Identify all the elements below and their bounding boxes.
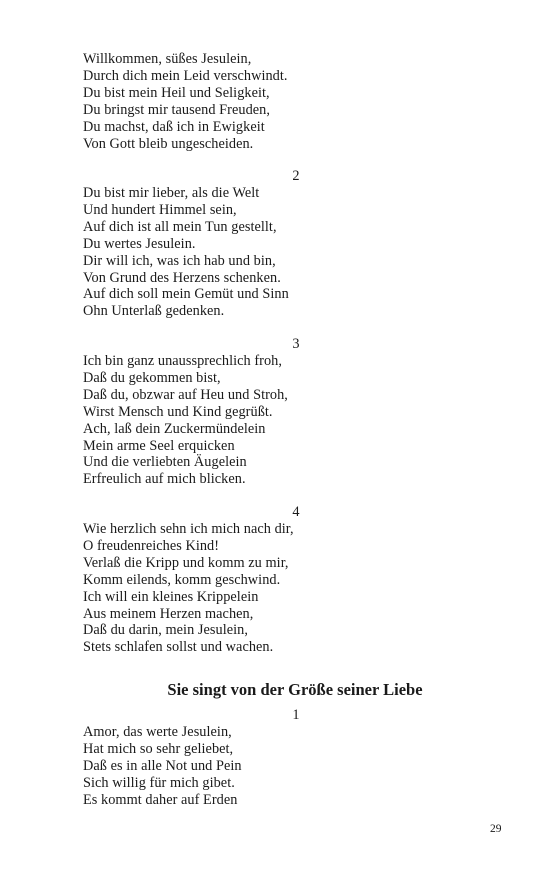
verse-line: Mein arme Seel erquicken: [83, 437, 235, 454]
verse-line: Und hundert Himmel sein,: [83, 201, 237, 218]
stanza-number: 2: [292, 168, 300, 184]
verse-line: Verlaß die Kripp und komm zu mir,: [83, 554, 289, 571]
stanza-number: 4: [292, 504, 300, 520]
stanza-2: [83, 185, 443, 320]
verse-line: Sich willig für mich gibet.: [83, 774, 235, 791]
poem2-stanza-1: [83, 724, 443, 809]
verse-line: Daß es in alle Not und Pein: [83, 757, 242, 774]
verse-line: Auf dich ist all mein Tun gestellt,: [83, 218, 277, 235]
verse-line: Aus meinem Herzen machen,: [83, 605, 254, 622]
verse-line: Du bist mir lieber, als die Welt: [83, 185, 260, 201]
stanza-4: [83, 521, 443, 656]
verse-line: Ohn Unterlaß gedenken.: [83, 303, 225, 320]
verse-line: Daß du gekommen bist,: [83, 369, 221, 386]
verse-line: Du machst, daß ich in Ewigkeit: [83, 118, 265, 135]
stanza-1: [83, 51, 443, 152]
verse-line: Von Gott bleib ungescheiden.: [83, 135, 254, 152]
verse-line: Wirst Mensch und Kind gegrüßt.: [83, 403, 273, 420]
verse-line: Daß du, obzwar auf Heu und Stroh,: [83, 386, 288, 403]
verse-line: O freudenreiches Kind!: [83, 537, 220, 554]
verse-line: Ach, laß dein Zuckermündelein: [83, 420, 266, 437]
verse-line: Du wertes Jesulein.: [83, 235, 196, 252]
verse-line: Durch dich mein Leid verschwindt.: [83, 67, 288, 84]
verse-line: Stets schlafen sollst und wachen.: [83, 639, 274, 656]
verse-line: Daß du darin, mein Jesulein,: [83, 622, 248, 639]
verse-line: Und die verliebten Äugelein: [83, 454, 247, 471]
verse-line: Ich bin ganz unaussprechlich froh,: [83, 353, 283, 369]
verse-line: Du bringst mir tausend Freuden,: [83, 101, 270, 118]
verse-line: Du bist mein Heil und Seligkeit,: [83, 84, 270, 101]
verse-line: Wie herzlich sehn ich mich nach dir,: [83, 521, 294, 537]
verse-line: Willkommen, süßes Jesulein,: [83, 51, 252, 67]
verse-line: Erfreulich auf mich blicken.: [83, 471, 246, 488]
poem-title: Sie singt von der Größe seiner Liebe: [167, 680, 423, 699]
page-number: 29: [490, 823, 502, 835]
verse-line: Von Grund des Herzens schenken.: [83, 269, 281, 286]
verse-line: Ich will ein kleines Krippelein: [83, 588, 259, 605]
stanza-number: 1: [292, 707, 300, 723]
verse-line: Amor, das werte Jesulein,: [83, 724, 232, 740]
verse-line: Komm eilends, komm geschwind.: [83, 571, 281, 588]
stanza-number: 3: [292, 336, 300, 352]
verse-line: Dir will ich, was ich hab und bin,: [83, 252, 276, 269]
verse-line: Es kommt daher auf Erden: [83, 791, 238, 808]
verse-line: Hat mich so sehr geliebet,: [83, 740, 234, 757]
verse-line: Auf dich soll mein Gemüt und Sinn: [83, 286, 289, 303]
stanza-3: [83, 353, 443, 488]
